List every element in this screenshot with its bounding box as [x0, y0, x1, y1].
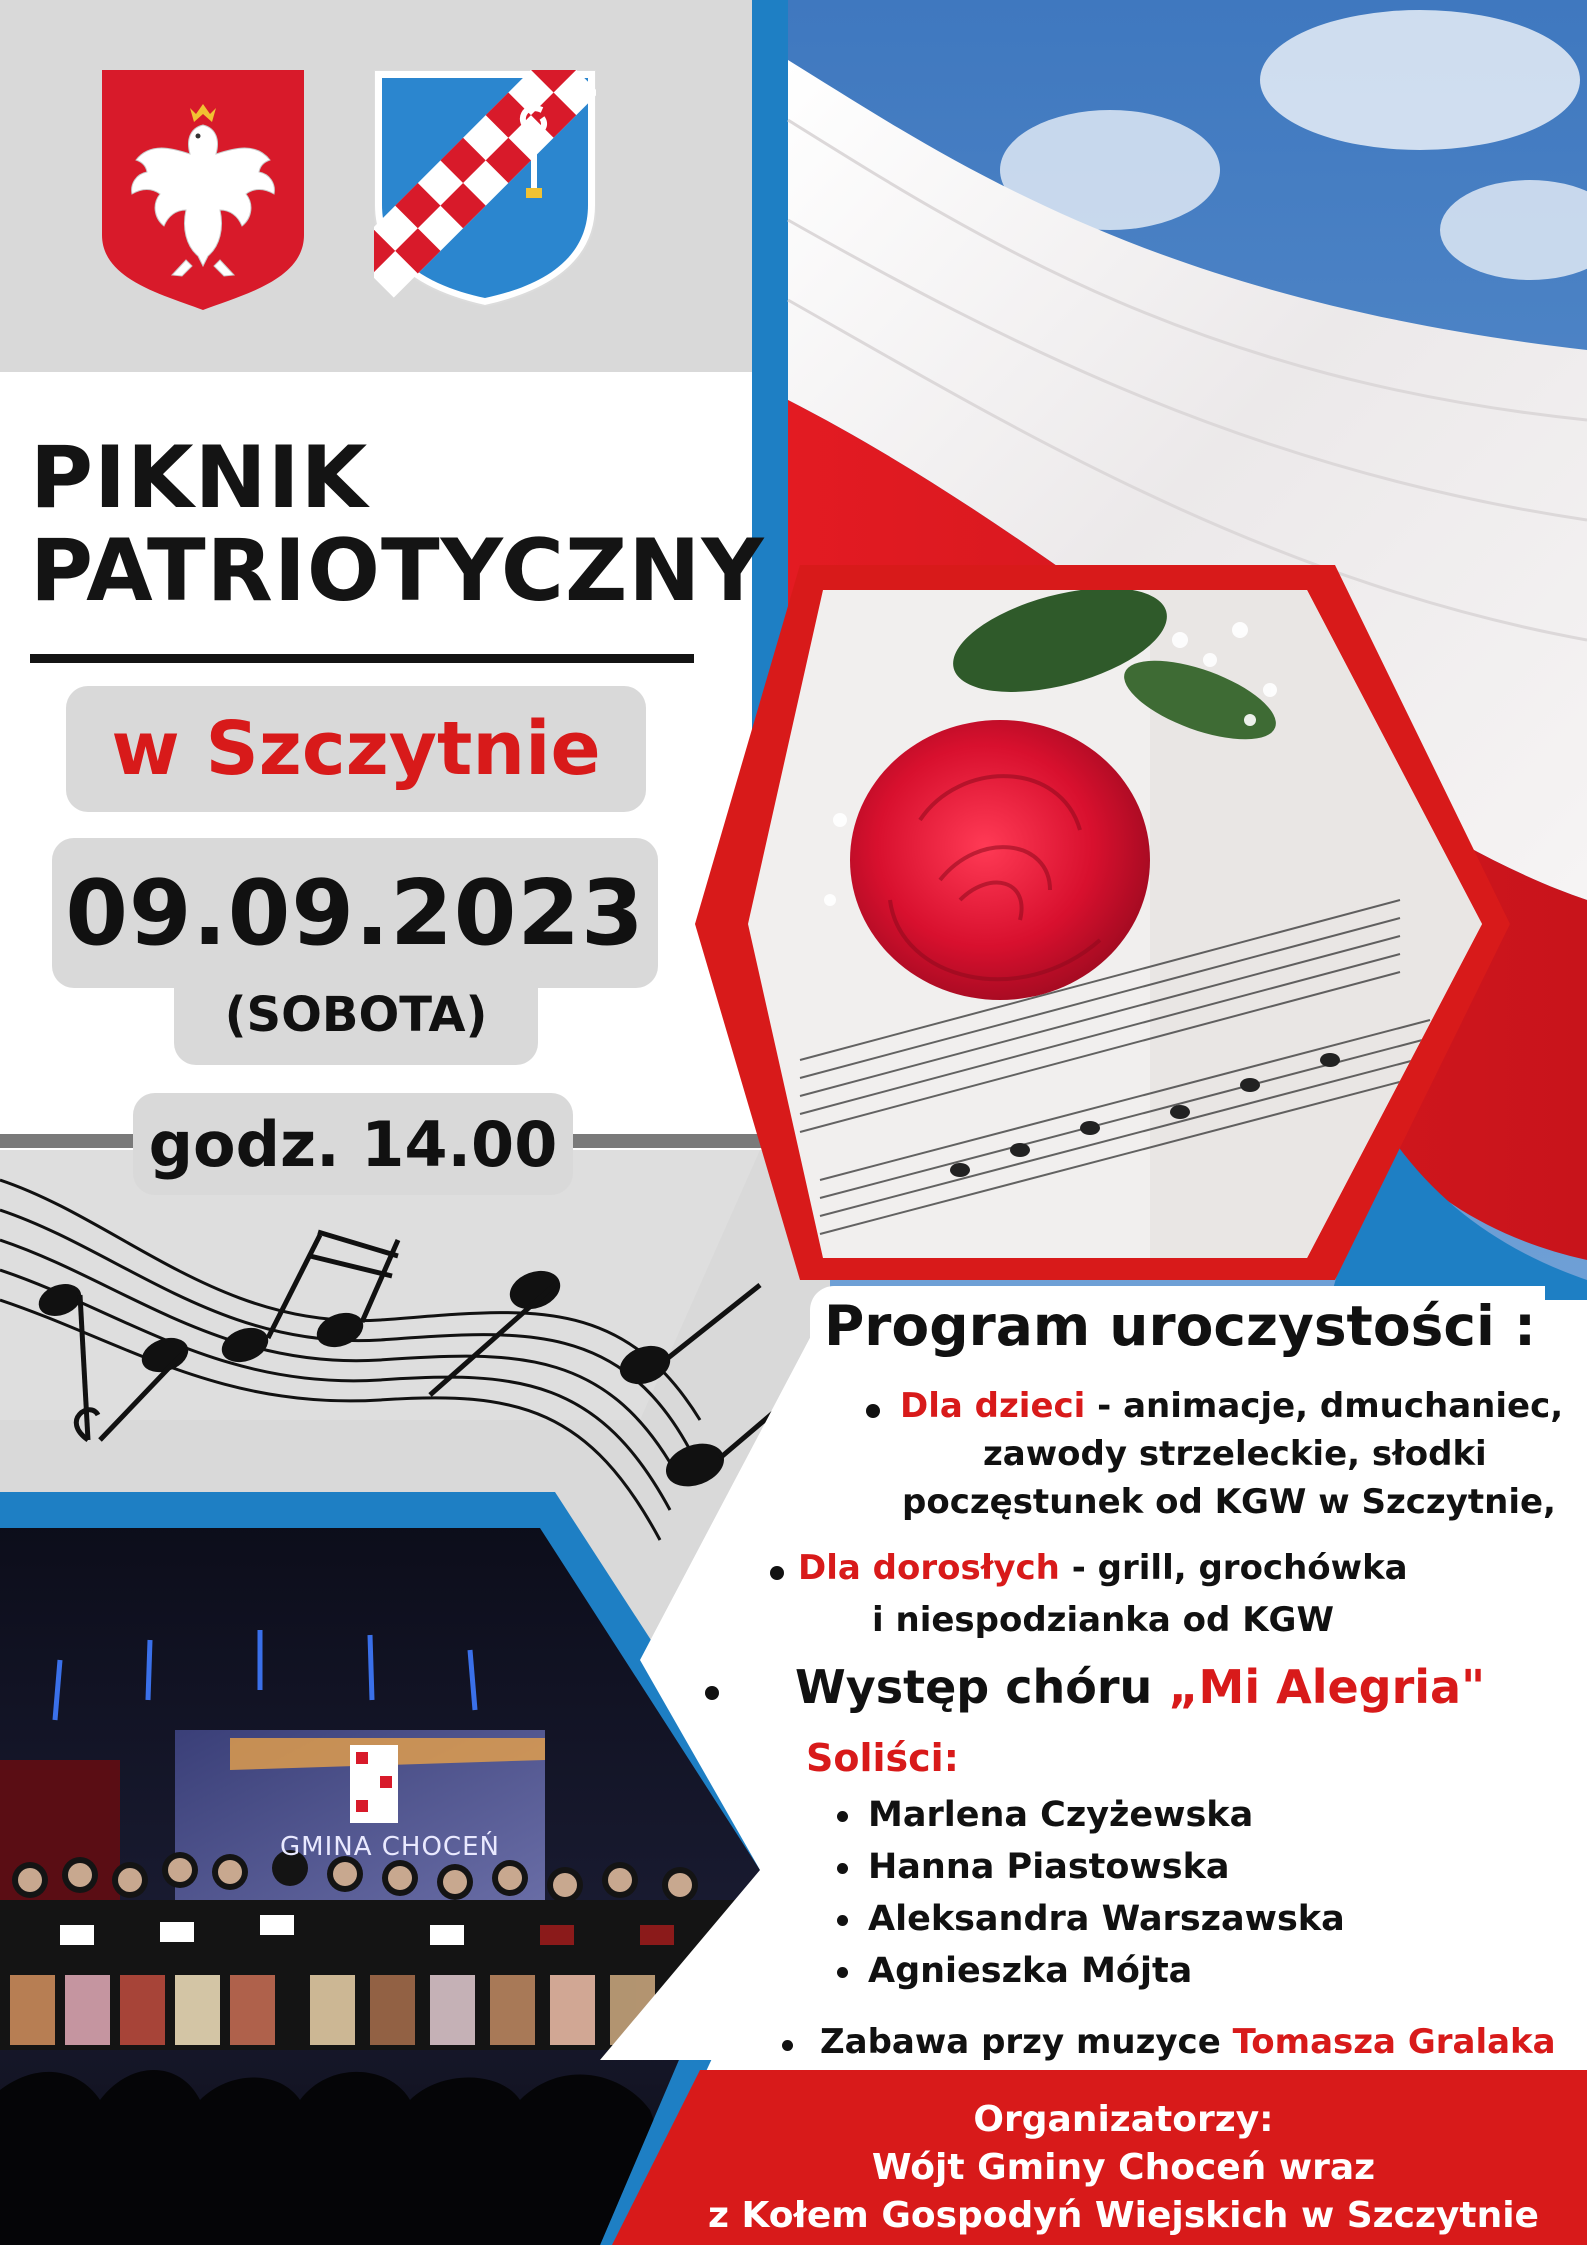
party-name: Tomasza Gralaka [1232, 2022, 1556, 2062]
title-line-1: PIKNIK [30, 428, 369, 528]
footer-line-3: z Kołem Gospodyń Wiejskich w Szczytnie [708, 2195, 1539, 2236]
children-line-2: zawody strzeleckie, słodki [983, 1434, 1487, 1474]
children-line-3: poczęstunek od KGW w Szczytnie, [902, 1482, 1556, 1522]
footer-line-2: Wójt Gminy Choceń wraz [871, 2147, 1376, 2188]
footer [660, 2096, 1587, 2240]
place-text: w Szczytnie [111, 706, 601, 792]
day-text: (SOBOTA) [224, 987, 488, 1043]
date-text: 09.09.2023 [65, 860, 645, 966]
adults-text-1: - grill, grochówka [1071, 1548, 1408, 1588]
choir-text: Występ chóru [795, 1660, 1153, 1714]
children-label: Dla dzieci [900, 1386, 1086, 1426]
soloist-1: Marlena Czyżewska [868, 1795, 1254, 1835]
program-heading: Program uroczystości : [810, 1286, 1545, 1366]
soloist-3: Aleksandra Warszawska [868, 1899, 1345, 1939]
title-line-2: PATRIOTYCZNY [30, 521, 765, 621]
footer-line-1: Organizatorzy: [973, 2099, 1274, 2140]
children-text-1: - animacje, dmuchaniec, [1097, 1386, 1564, 1426]
soloist-4: Agnieszka Mójta [868, 1951, 1193, 1991]
adults-line-2: i niespodzianka od KGW [872, 1600, 1334, 1640]
party-text: Zabawa przy muzyce [820, 2022, 1221, 2062]
time-text: godz. 14.00 [148, 1107, 558, 1181]
soloists-label: Soliści: [806, 1736, 959, 1780]
soloist-2: Hanna Piastowska [868, 1847, 1230, 1887]
choir-screen-text: GMINA CHOCEŃ [280, 1832, 500, 1862]
adults-label: Dla dorosłych [798, 1548, 1060, 1588]
choir-name: „Mi Alegria" [1168, 1660, 1486, 1714]
